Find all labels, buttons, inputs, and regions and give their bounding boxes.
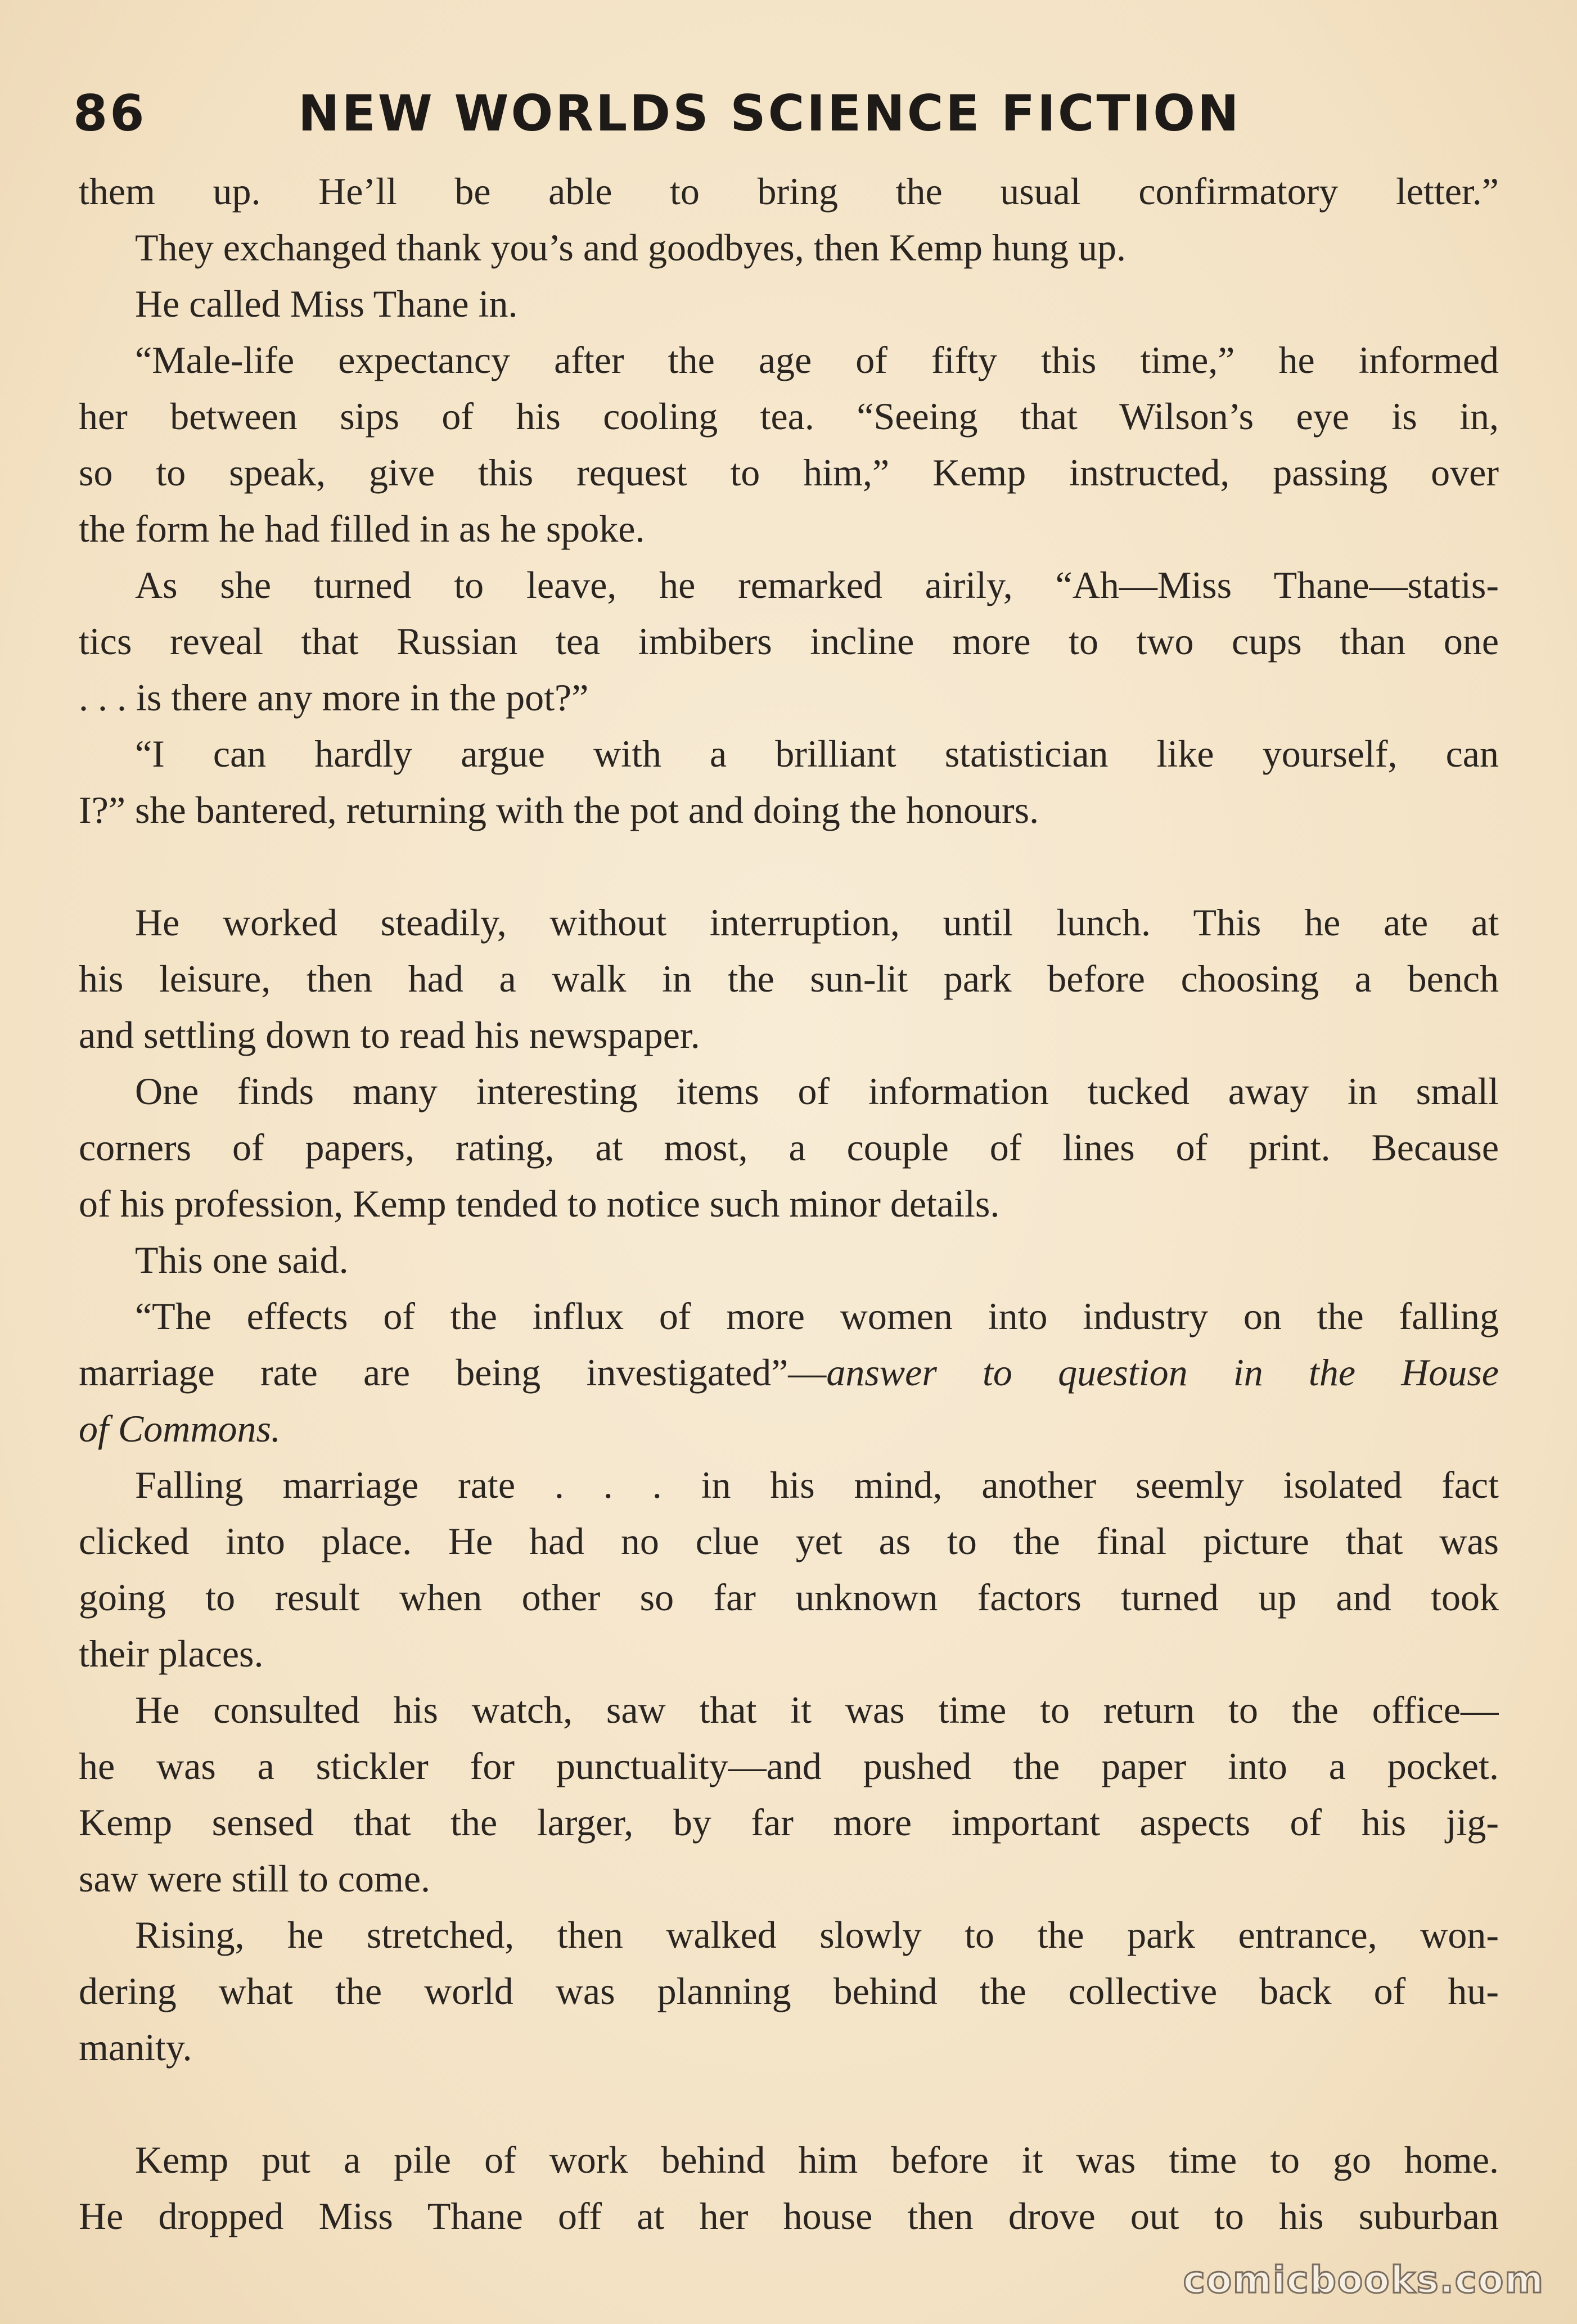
text-line: corners of papers, rating, at most, a couple of lines of print. Because [79, 1126, 1499, 1169]
text-line: Falling marriage rate . . . in his mind, another seemly isolated fact [135, 1463, 1499, 1506]
text-line: going to result when other so far unknown factors turned up and took [79, 1576, 1499, 1619]
text-line: Kemp sensed that the larger, by far more important aspects of his jig- [79, 1801, 1499, 1844]
text-line: clicked into place. He had no clue yet as to the final picture that was [79, 1520, 1499, 1562]
text-line: tics reveal that Russian tea imbibers incline more to two cups than one [79, 620, 1499, 663]
text-line: He consulted his watch, saw that it was time to return to the office— [135, 1688, 1499, 1731]
text-line: “Male-life expectancy after the age of fifty this time,” he informed [135, 339, 1499, 381]
text-line: As she turned to leave, he remarked airily, “Ah—Miss Thane—statis- [135, 564, 1499, 606]
text-line: I?” she bantered, returning with the pot and doing the honours. [79, 789, 1039, 831]
text-line: Kemp put a pile of work behind him before it was time to go home. [135, 2138, 1499, 2181]
text-line: her between sips of his cooling tea. “Seeing that Wilson’s eye is in, [79, 395, 1499, 438]
text-segment: marriage rate are being investigated”— [79, 1351, 827, 1394]
text-line: Rising, he stretched, then walked slowly to the park entrance, won- [135, 1913, 1499, 1956]
section-break [79, 2075, 1499, 2132]
text-line: . . . is there any more in the pot?” [79, 676, 589, 719]
text-line: He worked steadily, without interruption, until lunch. This he ate at [135, 901, 1499, 944]
text-line: They exchanged thank you’s and goodbyes, then Kemp hung up. [135, 226, 1126, 269]
text-line: This one said. [135, 1238, 349, 1281]
running-title: NEW WORLDS SCIENCE FICTION [298, 84, 1241, 142]
text-line: them up. He’ll be able to bring the usual confirmatory letter.” [79, 170, 1499, 213]
body-text [79, 163, 1499, 2244]
text-line: of his profession, Kemp tended to notice such minor details. [79, 1182, 1000, 1225]
citation-italic: answer to question in the House [826, 1351, 1499, 1394]
text-line: he was a stickler for punctuality—and pushed the paper into a pocket. [79, 1745, 1499, 1787]
text-line: “The effects of the influx of more women into industry on the falling [135, 1295, 1499, 1337]
text-line: their places. [79, 1632, 264, 1675]
text-line: He dropped Miss Thane off at her house then drove out to his suburban [79, 2195, 1499, 2237]
text-line: dering what the world was planning behind the collective back of hu- [79, 1970, 1499, 2012]
watermark: comicbooks.com [1183, 2258, 1544, 2302]
section-break [79, 838, 1499, 894]
text-line: “I can hardly argue with a brilliant statistician like yourself, can [135, 732, 1499, 775]
text-line: his leisure, then had a walk in the sun-lit park before choosing a bench [79, 957, 1499, 1000]
citation-italic-line: of Commons. [79, 1407, 281, 1450]
text-line: One finds many interesting items of information tucked away in small [135, 1070, 1499, 1113]
text-line: and settling down to read his newspaper. [79, 1014, 700, 1056]
text-line: He called Miss Thane in. [135, 282, 518, 325]
text-line-with-citation [79, 1344, 1499, 1400]
page-number: 86 [73, 84, 147, 142]
running-header [73, 84, 1513, 146]
text-line: saw were still to come. [79, 1857, 431, 1900]
text-line: manity. [79, 2026, 192, 2069]
text-line: so to speak, give this request to him,” Kemp instructed, passing over [79, 451, 1499, 494]
text-line: the form he had filled in as he spoke. [79, 507, 645, 550]
